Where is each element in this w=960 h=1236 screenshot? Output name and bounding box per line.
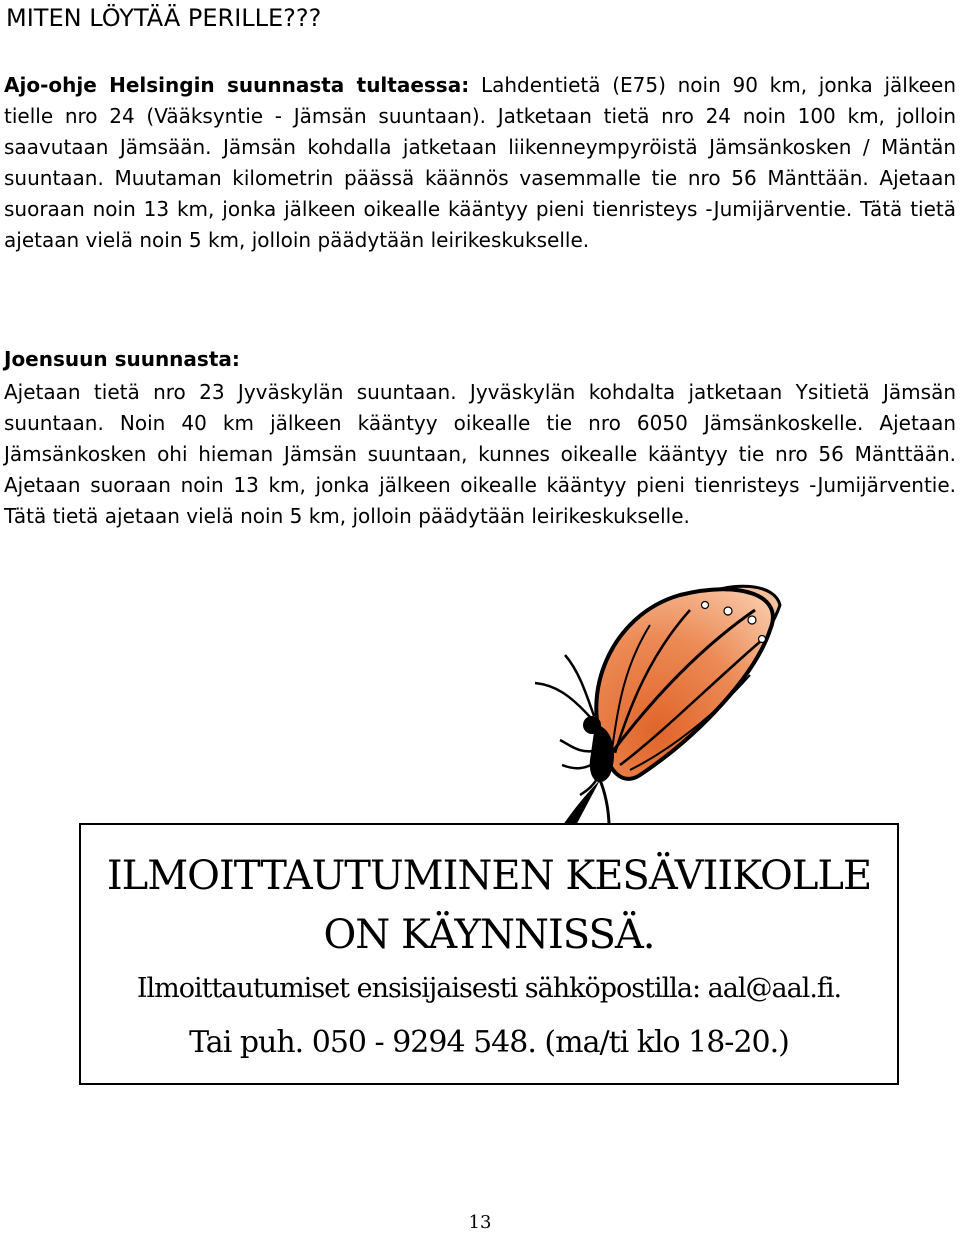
helsinki-heading: Ajo-ohje Helsingin suunnasta tultaessa: (4, 73, 470, 97)
announcement-box (79, 823, 899, 1085)
announcement-email-line: Ilmoittautumiset ensisijaisesti sähköpostilla: aal@aal.fi. (136, 973, 842, 1004)
joensuu-text: Ajetaan tietä nro 23 Jyväskylän suuntaan. Jyväskylän kohdalta jatketaan Ysitietä Jämsän suuntaan. Noin 40 km jälkeen kääntyy oikealle tie nro 6050 Jämsänkoskelle. Ajetaan Jämsänkosken ohi hieman Jämsän suuntaan, kunnes oikealle kääntyy tie nro 56 Mänttään. Ajetaan suoraan noin 13 km, jonka jälkeen oikealle kääntyy pieni tienristeys -Jumijärventie. Tätä tietä ajetaan vielä noin 5 km, jolloin päädytään leirikeskukselle. (4, 380, 956, 528)
helsinki-directions (4, 70, 956, 256)
page-number: 13 (468, 1212, 492, 1233)
announcement-phone-line: Tai puh. 050 - 9294 548. (ma/ti klo 18-20.) (189, 1025, 789, 1060)
helsinki-text: Lahdentietä (E75) noin 90 km, jonka jälkeen tielle nro 24 (Vääksyntie - Jämsän suuntaan). Jatketaan tietä nro 24 noin 100 km, jolloin saavutaan Jämsään. Jämsän kohdalla jatketaan liikenneympyröistä Jämsänkosken / Mäntän suuntaan. Muutaman kilometrin päässä käännös vasemmalle tie nro 56 Mänttään. Ajetaan suoraan noin 13 km, jonka jälkeen oikealle kääntyy pieni tienristeys -Jumijärventie. Tätä tietä ajetaan vielä noin 5 km, jolloin päädytään leirikeskukselle. (4, 73, 956, 252)
announcement-line-1: ILMOITTAUTUMINEN KESÄVIIKOLLE (106, 853, 872, 899)
joensuu-heading: Joensuun suunnasta: (4, 347, 240, 371)
announcement-line-2: ON KÄYNNISSÄ. (323, 912, 655, 958)
page-title: MITEN LÖYTÄÄ PERILLE??? (6, 4, 322, 32)
